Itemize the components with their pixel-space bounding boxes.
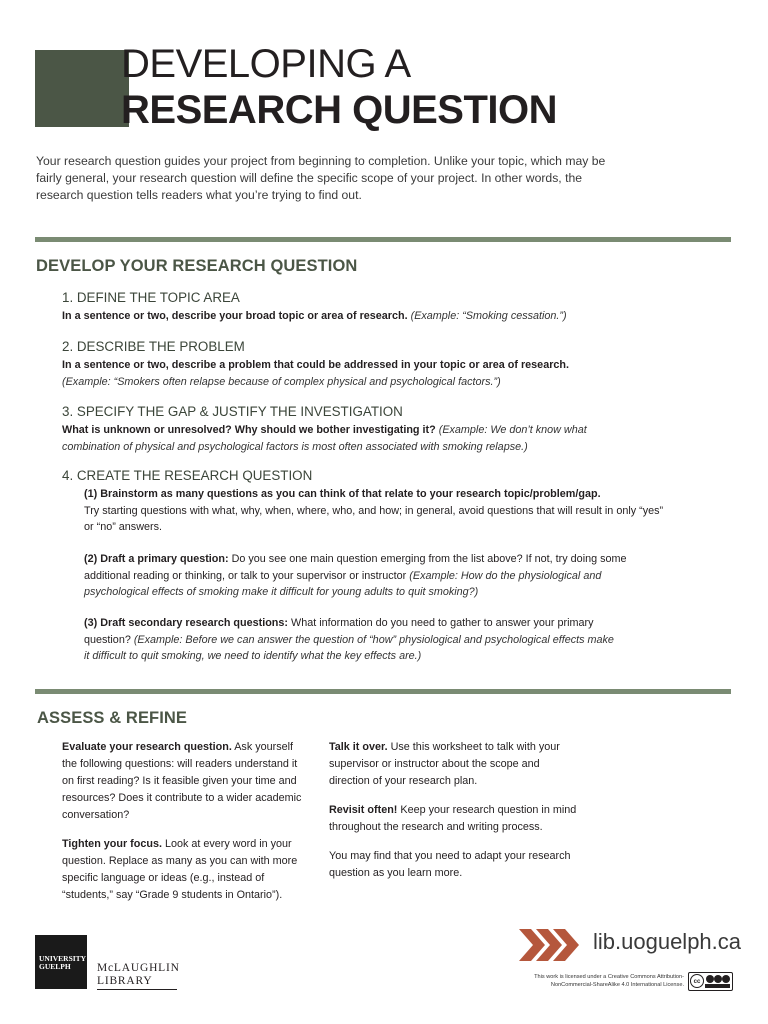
substep-prompt: (3) Draft secondary research questions: <box>84 617 289 629</box>
library-url-link[interactable]: lib.uoguelph.ca <box>593 929 742 954</box>
step-title: 2. DESCRIBE THE PROBLEM <box>62 339 245 354</box>
substep-prompt: (1) Brainstorm as many questions as you can think of that relate to your research topic/problem/gap. <box>84 488 601 500</box>
assess-tip <box>62 836 302 904</box>
step-title: 4. CREATE THE RESEARCH QUESTION <box>62 468 313 483</box>
assess-tip <box>329 802 581 836</box>
cc-icon: cc <box>690 974 704 988</box>
step-example: (Example: We don’t know what combination of physical and psychological factors is most often associated with smoking relapse.) <box>62 424 587 453</box>
tip-text: Keep your research question in mind throughout the research and writing process. <box>329 804 577 833</box>
creative-commons-badge-icon[interactable] <box>688 972 733 991</box>
assess-left-column <box>62 739 302 916</box>
tip-heading: Evaluate your research question. <box>62 741 232 753</box>
library-name-line2: LIBRARY <box>97 975 153 987</box>
substep-secondary-questions <box>84 615 614 665</box>
substep-example: (Example: How do the physiological and psychological effects of smoking make it difficult for young adults to quit smoking?) <box>84 569 602 598</box>
license-bar <box>705 984 730 988</box>
nc-icon <box>714 975 722 983</box>
sa-icon <box>722 975 730 983</box>
step-body <box>62 422 607 455</box>
step-example: (Example: “Smokers often relapse because of complex physical and psychological factors.”) <box>62 375 501 388</box>
chevron-arrows-icon <box>519 927 581 963</box>
substep-text: What information do you need to gather to answer your primary question? <box>84 617 594 646</box>
step-prompt: What is unknown or unresolved? Why should we bother investigating it? <box>62 424 436 436</box>
substep-prompt: (2) Draft a primary question: <box>84 553 229 565</box>
tip-text: Ask yourself the following questions: will readers understand it on first reading? Is it feasible given your time and resources? Does it contribute to a wider academic conversation? <box>62 741 302 821</box>
page-title-line1: DEVELOPING A <box>121 42 411 86</box>
substep-primary-question <box>84 551 649 601</box>
step-title: 1. DEFINE THE TOPIC AREA <box>62 290 240 305</box>
license-line2: NonCommercial-ShareAlike 4.0 International License. <box>550 982 684 988</box>
by-icon <box>706 975 714 983</box>
step-define-topic <box>62 290 712 325</box>
tip-heading: Tighten your focus. <box>62 838 162 850</box>
step-body <box>62 308 712 325</box>
section-divider <box>35 689 731 694</box>
tip-text: You may find that you need to adapt your research question as you learn more. <box>329 850 571 879</box>
substep-example: (Example: Before we can answer the question of “how” physiological and psychological effects make it difficult to quit smoking, we need to identify what the key effects are.) <box>84 633 614 662</box>
license-line1: This work is licensed under a Creative Commons Attribution- <box>534 974 684 980</box>
substep-text: Try starting questions with what, why, when, where, who, and how; in general, avoid questions that will result in only “yes” or “no” answers. <box>84 504 664 533</box>
step-example: (Example: “Smoking cessation.”) <box>410 310 567 322</box>
library-name <box>97 962 180 988</box>
step-describe-problem <box>62 339 712 390</box>
logo-text-guelph: GUELPH <box>39 962 71 971</box>
section-divider <box>35 237 731 242</box>
assess-right-column <box>329 739 581 894</box>
assess-tip <box>329 739 581 790</box>
step-title: 3. SPECIFY THE GAP & JUSTIFY THE INVESTIGATION <box>62 404 403 419</box>
library-underline <box>97 989 177 990</box>
tip-text: Use this worksheet to talk with your supervisor or instructor about the scope and direction of your research plan. <box>329 741 560 787</box>
university-logo <box>35 935 87 989</box>
step-specify-gap <box>62 404 607 455</box>
intro-paragraph: Your research question guides your project from beginning to completion. Unlike your topic, which may be fairly general, your research question will define the specific scope of your project. In other words, the research question tells readers what you’re trying to find out. <box>36 154 606 202</box>
page-title-line2: RESEARCH QUESTION <box>121 88 557 132</box>
license-notice <box>470 973 684 989</box>
tip-heading: Talk it over. <box>329 741 388 753</box>
step-prompt: In a sentence or two, describe a problem that could be addressed in your topic or area of research. <box>62 359 569 371</box>
logo-text-university: UNIVERSITY <box>39 954 87 963</box>
title-block-decoration <box>35 50 129 127</box>
substep-brainstorm <box>84 486 669 536</box>
step-create-question <box>62 468 712 486</box>
step-prompt: In a sentence or two, describe your broad topic or area of research. <box>62 310 408 322</box>
assess-tip <box>329 848 581 882</box>
assess-section-heading: ASSESS & REFINE <box>37 709 188 727</box>
develop-section-heading: DEVELOP YOUR RESEARCH QUESTION <box>36 257 358 275</box>
tip-text: Look at every word in your question. Replace as many as you can with more specific language or ideas (e.g., instead of “students,” say “Grade 9 students in Ontario”). <box>62 838 298 901</box>
tip-heading: Revisit often! <box>329 804 398 816</box>
step-body <box>62 357 712 390</box>
library-name-line1: McLAUGHLIN <box>97 962 180 974</box>
assess-tip <box>62 739 302 824</box>
substep-text: Do you see one main question emerging from the list above? If not, try doing some additional reading or thinking, or talk to your supervisor or instructor <box>84 553 627 582</box>
